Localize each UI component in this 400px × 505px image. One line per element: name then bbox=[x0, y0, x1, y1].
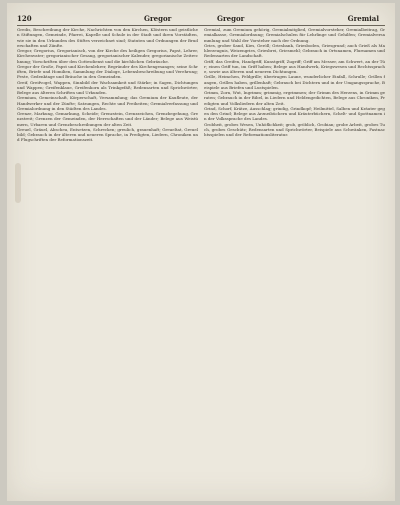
entry-paragraph: Grenze, Markung, Gemarkung, Scheide; Grenzstein, Grenzzeichen, Grenzbegehung, Grenzstreit; Grenzen der Gemeinden, der Herrschaften und der Länder; Belege aus Weistümern, Urbaren und Grenzbeschreibungen der alten Zeit. bbox=[17, 111, 198, 127]
entry-paragraph: Grille, Heimchen, Feldgrille; übertragen Laune, wunderlicher Einfall, Schrulle; Grillen fangen, Grillen haben, grillenhaft; Gebrauch bei Dichtern und in der Umgangssprache, Beispiele aus Briefen und Lustspielen. bbox=[204, 74, 385, 90]
entry-paragraph: Grobheit, grobes Wesen, Unhöflichkeit; grob, gröblich, Grobian; grobe Arbeit, grobes Tuch, grobes Geschütz; Redensarten und Sprichwörter, Beispiele aus Schwänken, Fastnachtsspielen und der Reformationsliteratur. bbox=[204, 121, 385, 137]
text-column-left bbox=[17, 27, 198, 495]
text-column-right bbox=[204, 27, 385, 495]
guide-word-left: Gregor bbox=[144, 14, 172, 23]
entry-paragraph: Gremium, Gemeinschaft, Körperschaft, Versammlung; das Gremium der Kaufleute, der Handwerker und der Zünfte; Satzungen, Rechte und Freiheiten; Gremialverfassung und Gremialordnung in den Städten des Landes. bbox=[17, 95, 198, 111]
entry-paragraph: Gregor der Große, Papst und Kirchenlehrer, Begründer des Kirchengesanges; seine Schriften, Briefe und Homilien, Sammlung der Dialoge, Lebensbeschreibung und Verehrung; Feste, Gedenktage und Bräuche in den Gemeinden. bbox=[17, 63, 198, 80]
entry-paragraph: Gremial, zum Gremium gehörig, Gremialmitglied, Gremialvorsteher, Gremialbeitrag, Gremialkasse, Gremialordnung; Gremialschulen für Lehrlinge und Gehilfen; Gremialversammlung und Wahl der Vorsteher nach der Ordnung. bbox=[204, 27, 385, 43]
entry-paragraph: Gregor, Gregorius, Gregorianisch, von der Kirche des heiligen Gregorius, Papst, Lehrer, Kirchenvater; gregorianischer Gesang, gregorianischer Kalender, gregorianische Zeitrechnung; Vorschriften über den Gottesdienst und die kirchlichen Gebräuche. bbox=[17, 48, 198, 64]
entry-paragraph: Greuel, Gräuel, Abscheu, Entsetzen, Schrecken; greulich, grauenhaft; Greueltat, Greuelbild; Gebrauch in der älteren und neueren Sprache, in Predigten, Liedern, Chroniken und Flugschriften der Reformationszeit. bbox=[17, 126, 198, 143]
entry-paragraph: Gredis, Beschreibung der Kirche, Nachrichten von den Kirchen, Klöstern und geistlichen Stiftungen, Gemeinde, Pfarrei, Kapelle und Schule in der Stadt und ihren Vorstädten, wie sie in den Urkunden des Stiftes verzeichnet sind; Statuten und Ordnungen der Bruderschaften und Zünfte. bbox=[17, 27, 198, 48]
page-number: 120 bbox=[17, 14, 32, 23]
entry-paragraph: Grimm, Zorn, Wut, Ingrimm; grimmig, ergrimmen; der Grimm des Herzens, in Grimm geraten; Gebrauch in der Bibel, in Liedern und Heldengedichten, Belege aus Chroniken, Predigten und Volksliedern der alten Zeit. bbox=[204, 90, 385, 106]
entry-paragraph: Greif, Greifvogel, Wappen, Sinnbild der Wachsamkeit und Stärke; in Sagen, Dichtungen und Wappen; Greifenklaue, Greifenhorn als Trinkgefäß; Redensarten und Sprichwörter, Belege aus älteren Schriften und Urkunden. bbox=[17, 79, 198, 95]
entry-paragraph: Gries, grober Sand, Kies, Geröll; Griesbank, Griesboden, Griesgrund; auch Grieß als Mahlerzeugnis, Weizengries, Griesbrei, Griesmehl; Gebrauch in Ortsnamen, Flurnamen und Redensarten der Landschaft. bbox=[204, 42, 385, 59]
entry-paragraph: Grind, Schorf, Krätze, Ausschlag; grindig, Grindkopf; Heilmittel, Salben und Kräuter gegen den Grind; Belege aus Arzneibüchern und Kräuterbüchern, Schelt- und Spottnamen in der Volkssprache des Landes. bbox=[204, 105, 385, 122]
running-header bbox=[17, 14, 385, 24]
header-rule bbox=[17, 25, 385, 26]
guide-word-right: Gremial bbox=[347, 14, 379, 23]
entry-paragraph: Griff, das Greifen, Handgriff, Kunstgriff, Zugriff; Griff am Messer, am Schwert, an der Tür; einen Griff tun, im Griff haben; Belege aus Handwerk, Kriegswesen und Rechtssprache, sowie aus älteren und neueren Dichtungen. bbox=[204, 58, 385, 74]
dictionary-page bbox=[7, 3, 395, 501]
guide-word-center: Gregor bbox=[217, 14, 245, 23]
